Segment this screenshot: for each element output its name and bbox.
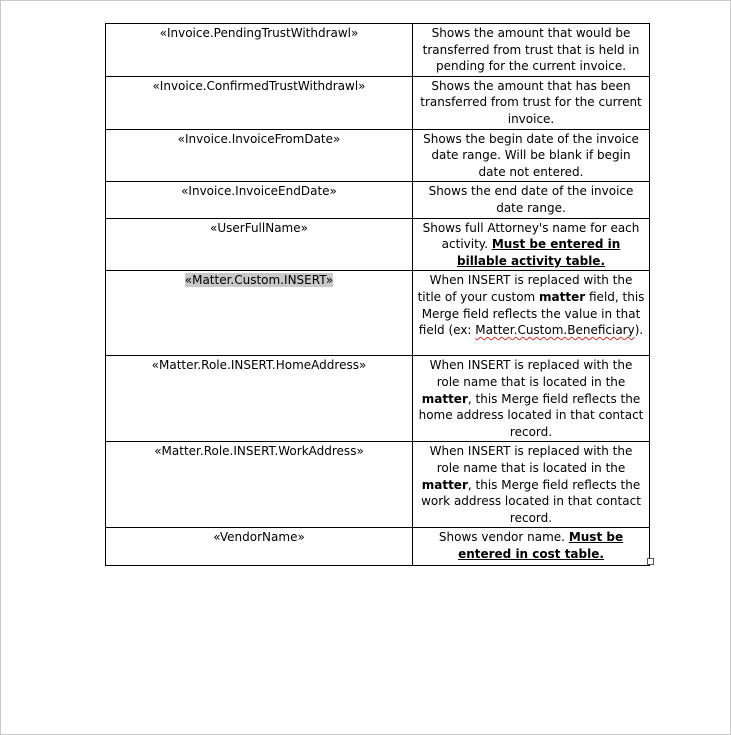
field-description-cont: , this Merge field reflects the work address located in that contact record.	[421, 477, 641, 525]
field-description-end: ).	[634, 323, 644, 338]
merge-field-cell[interactable]	[106, 442, 413, 528]
field-description: Shows the amount that has been transferred from trust for the current invoice.	[420, 78, 642, 126]
merge-field-cell[interactable]	[106, 528, 413, 566]
description-cell[interactable]	[413, 76, 650, 129]
table-row	[106, 218, 650, 271]
field-description: Shows vendor name.	[438, 530, 569, 545]
field-description-cont: , this Merge field reflects the home address located in that contact record.	[418, 391, 644, 439]
description-cell[interactable]	[413, 24, 650, 77]
merge-field-name: «Invoice.ConfirmedTrustWithdrawl»	[152, 78, 366, 93]
required-note: Must be entered in billable activity table.	[456, 237, 621, 268]
table-row	[106, 528, 650, 566]
merge-field-cell[interactable]	[106, 182, 413, 218]
merge-field-cell[interactable]	[106, 356, 413, 442]
field-description: When INSERT is replaced with the title of your custom	[417, 273, 633, 304]
description-cell[interactable]	[413, 528, 650, 566]
merge-field-cell[interactable]	[106, 129, 413, 182]
merge-field-cell[interactable]	[106, 76, 413, 129]
field-description: Shows the end date of the invoice date range.	[428, 184, 634, 215]
description-cell[interactable]	[413, 442, 650, 528]
merge-field-name: «UserFullName»	[210, 220, 308, 235]
table-row	[106, 129, 650, 182]
table-row	[106, 24, 650, 77]
description-cell[interactable]	[413, 218, 650, 271]
field-description: When INSERT is replaced with the role name that is located in the	[429, 358, 633, 389]
merge-field-cell[interactable]	[106, 271, 413, 356]
selected-merge-field-name[interactable]: «Matter.Custom.INSERT»	[184, 273, 334, 288]
required-note: Must be entered in cost table.	[458, 530, 624, 561]
merge-fields-table	[105, 23, 650, 566]
emphasis-matter: matter	[421, 477, 468, 492]
field-description: Shows full Attorney's name for each activity.	[422, 220, 640, 252]
description-cell[interactable]	[413, 129, 650, 182]
field-description: When INSERT is replaced with the role name that is located in the	[429, 444, 633, 475]
table-row	[106, 356, 650, 442]
field-description: Shows the begin date of the invoice date range. Will be blank if begin date not entered.	[423, 131, 639, 179]
table-resize-handle[interactable]	[647, 558, 654, 565]
spelling-flagged-example: Matter.Custom.Beneficiary	[475, 323, 635, 338]
description-cell[interactable]	[413, 182, 650, 218]
merge-field-name: «Matter.Role.INSERT.WorkAddress»	[154, 444, 364, 459]
merge-field-name: «Invoice.InvoiceFromDate»	[177, 131, 341, 146]
merge-field-name: «Invoice.PendingTrustWithdrawl»	[159, 26, 359, 40]
field-description-cont: field, this Merge field reflects the value in that field (ex:	[418, 289, 645, 338]
table-row	[106, 76, 650, 129]
field-description: Shows the amount that would be transferred from trust that is held in pending for the current invoice.	[422, 26, 640, 74]
emphasis-matter: matter	[421, 391, 468, 406]
merge-field-name: «Matter.Role.INSERT.HomeAddress»	[151, 358, 367, 373]
merge-field-cell[interactable]	[106, 218, 413, 271]
merge-field-cell[interactable]	[106, 24, 413, 77]
description-cell[interactable]	[413, 271, 650, 356]
table-row	[106, 182, 650, 218]
table-row	[106, 271, 650, 356]
description-cell[interactable]	[413, 356, 650, 442]
merge-field-name: «Invoice.InvoiceEndDate»	[181, 184, 337, 199]
emphasis-matter: matter	[539, 289, 586, 304]
merge-field-name: «VendorName»	[213, 530, 305, 545]
table-row	[106, 442, 650, 528]
